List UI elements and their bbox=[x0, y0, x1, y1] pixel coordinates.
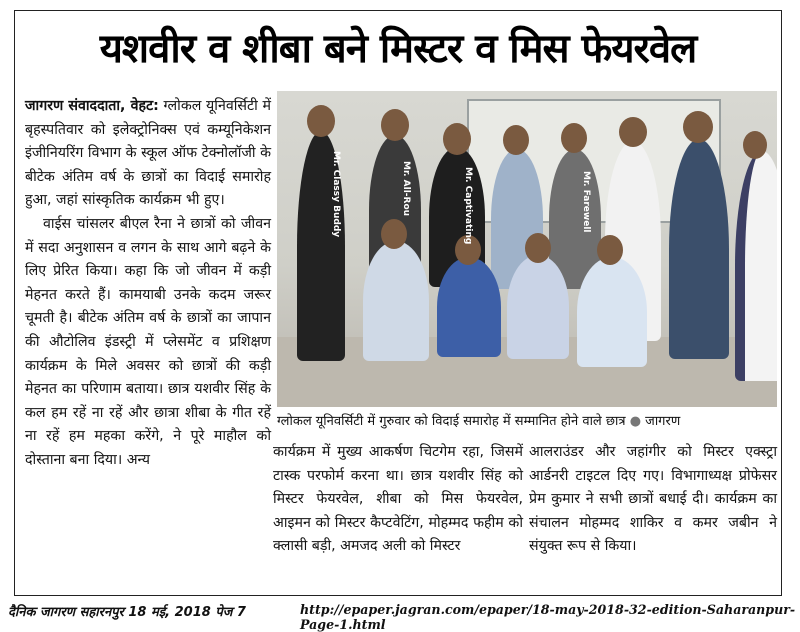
sash-label: Mr. Captivating bbox=[463, 167, 473, 245]
student-head bbox=[561, 123, 587, 153]
student-head bbox=[307, 105, 335, 137]
paragraph-2: वाईस चांसलर बीएल रैना ने छात्रों को जीवन में सदा अनुशासन व लगन के साथ आगे बढ़ने के लिए प्रेरित किया। कहा कि जो जीवन में कड़ी मेहनत करते हैं। कामयाबी उनके कदम जरूर चूमती है। बीटेक अंतिम वर्ष के छात्रों का जापान की औटोलिव इंडस्ट्री में प्लेसमेंट व प्रशिक्षण कार्यक्रम के मिले अवसर को छात्रों की कड़ी मेहनत का परिणाम बताया। छात्र यशवीर सिंह के कल हम रहें ना रहें और छात्रा शीबा के गीत रहें ना रहें हम महका करेंगे, ने पूरे माहौल को दोस्ताना बना दिया। अन्य bbox=[25, 215, 271, 468]
headline: यशवीर व शीबा बने मिस्टर व मिस फेयरवेल bbox=[99, 26, 697, 72]
paragraph-1: ग्लोकल यूनिवर्सिटी में बृहस्पतिवार को इलेक्ट्रोनिक्स एवं कम्यूनिकेशन इंजीनियरिंग विभाग के स्कूल ऑफ टेक्नोलॉजी के बीटेक अंतिम वर्ष के छात्रों का विदाई समारोह हुआ, जहां सांस्कृतिक कार्यक्रम भी हुए। bbox=[25, 98, 272, 209]
newspaper-clipping bbox=[14, 10, 782, 596]
group-photo bbox=[277, 91, 777, 407]
student-head bbox=[503, 125, 529, 155]
student-head bbox=[683, 111, 713, 143]
student-seated bbox=[507, 255, 569, 359]
paragraph-4: आलराउंडर और जहांगीर को मिस्टर एक्स्ट्रा आर्डनरी टाइटल दिए गए। विभागाध्यक्ष प्रोफेसर प्रेम कुमार ने सभी छात्रों बधाई दी। कार्यक्रम का संचालन मोहम्मद शाकिर व कमर जबीन ने संयुक्त रूप से किया। bbox=[529, 444, 777, 555]
sash-label: Mr. Farewell bbox=[581, 171, 591, 233]
article-column-3 bbox=[529, 441, 777, 559]
student-head bbox=[443, 123, 471, 155]
student-head bbox=[743, 131, 767, 159]
article-column-1 bbox=[25, 95, 271, 473]
student-seated bbox=[577, 257, 647, 367]
student-head bbox=[597, 235, 623, 265]
student-standing bbox=[669, 139, 729, 359]
student-head bbox=[525, 233, 551, 263]
student-seated bbox=[437, 257, 501, 357]
caption-text: ग्लोकल यूनिवर्सिटी में गुरुवार को विदाई समारोह में सम्मानित होने वाले छात्र bbox=[277, 414, 626, 429]
student-head bbox=[619, 117, 647, 147]
byline: जागरण संवाददाता, वेहट: bbox=[25, 98, 159, 114]
sash-label: Mr. Classy Buddy bbox=[331, 151, 341, 238]
footer-source: दैनिक जागरण सहारनपुर 18 मई, 2018 पेज 7 bbox=[8, 605, 246, 620]
student-standing bbox=[735, 151, 777, 381]
article-column-2 bbox=[273, 441, 523, 559]
caption-credit: जागरण bbox=[645, 414, 681, 429]
student-head bbox=[381, 109, 409, 141]
bullet-icon: ● bbox=[629, 414, 642, 429]
sash-label: Mr. All-Rou bbox=[401, 161, 411, 217]
footer-url[interactable]: http://epaper.jagran.com/epaper/18-may-2018-32-edition-Saharanpur-Page-1.html bbox=[300, 602, 796, 632]
photo-caption bbox=[277, 411, 777, 433]
paragraph-3: कार्यक्रम में मुख्य आकर्षण चिटगेम रहा, जिसमें टास्क परफोर्म करना था। छात्र यशवीर सिंह को मिस्टर फेयरवेल, शीबा को मिस फेयरवेल, आइमन को मिस्टर कैप्टवेटिंग, मोहम्मद फहीम को क्लासी बड़ी, अमजद अली को मिस्टर bbox=[273, 444, 523, 555]
